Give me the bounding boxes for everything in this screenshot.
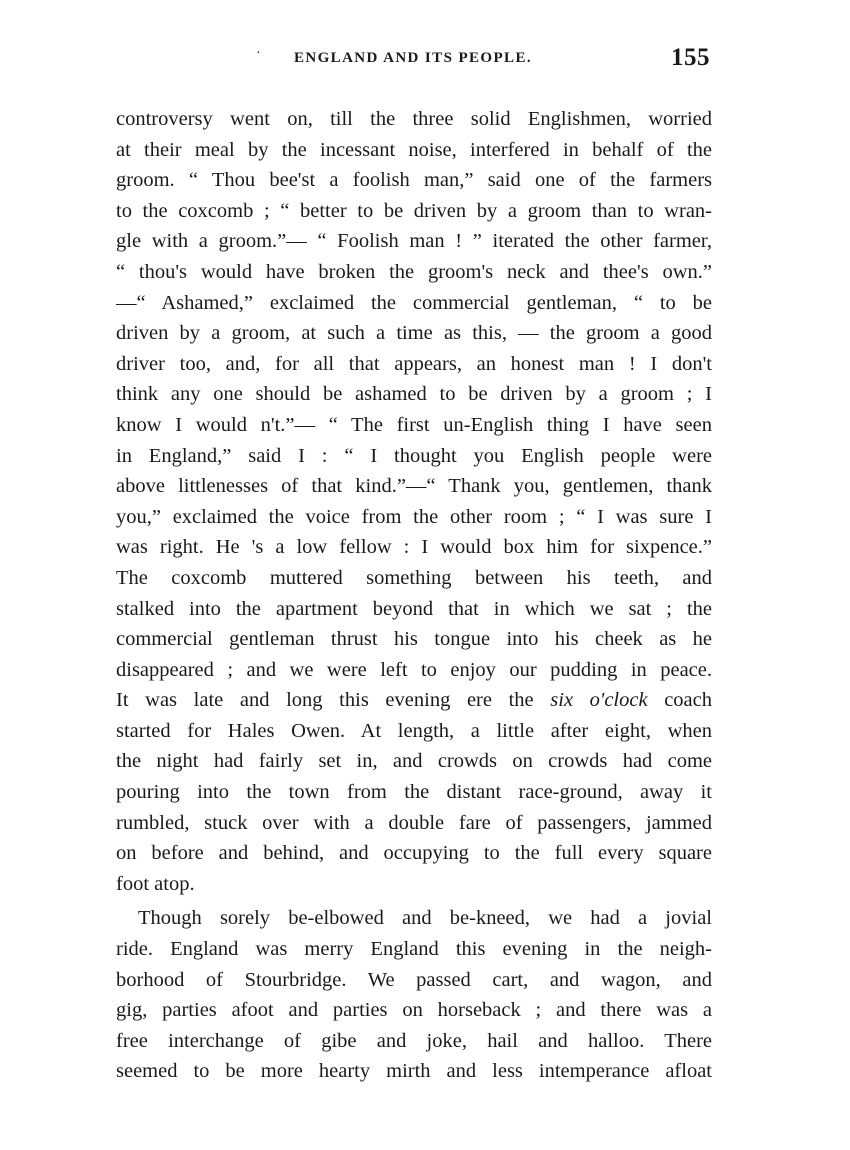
text-line: the night had fairly set in, and crowds on crowds had come [116,750,712,773]
text-line: at their meal by the incessant noise, interfered in behalf of the [116,138,712,161]
text-line: foot atop. [116,872,195,895]
text-line: pouring into the town from the distant race-ground, away it [116,781,712,804]
text-line: commercial gentleman thrust his tongue into his cheek as he [116,628,712,651]
text-line: Though sorely be-elbowed and be-kneed, we had a jovial [138,907,712,930]
text-line: know I would n't.”— “ The first un-English thing I have seen [116,413,712,436]
text-fragment: coach [647,689,712,712]
body-text [116,104,712,1087]
text-line: stalked into the apartment beyond that in which we sat ; the [116,597,712,620]
header-mark: · [256,46,261,61]
text-line: started for Hales Owen. At length, a little after eight, when [116,719,712,742]
text-line: above littlenesses of that kind.”—“ Thank you, gentlemen, thank [116,475,712,498]
text-line: disappeared ; and we were left to enjoy our pudding in peace. [116,658,712,681]
page-number: 155 [671,44,710,71]
text-line: ride. England was merry England this evening in the neigh- [116,938,712,961]
text-line: driven by a groom, at such a time as this, — the groom a good [116,322,712,345]
text-line: The coxcomb muttered something between his teeth, and [116,566,712,589]
text-line: in England,” said I : “ I thought you English people were [116,444,712,467]
text-line: think any one should be ashamed to be driven by a groom ; I [116,383,712,406]
text-line: rumbled, stuck over with a double fare of passengers, jammed [116,811,712,834]
text-line: groom. “ Thou bee'st a foolish man,” said one of the farmers [116,169,712,192]
text-line: free interchange of gibe and joke, hail and halloo. There [116,1029,712,1052]
text-line: borhood of Stourbridge. We passed cart, and wagon, and [116,968,712,991]
text-line: to the coxcomb ; “ better to be driven by a groom than to wran- [116,199,712,222]
paragraph-1 [116,104,712,899]
text-line: was right. He 's a low fellow : I would box him for sixpence.” [116,536,712,559]
paragraph-2 [116,903,712,1087]
text-line: you,” exclaimed the voice from the other room ; “ I was sure I [116,505,712,528]
text-line: “ thou's would have broken the groom's neck and thee's own.” [116,260,712,283]
italic-phrase: six o'clock [550,689,648,712]
text-line: gle with a groom.”— “ Foolish man ! ” iterated the other farmer, [116,230,712,253]
running-head-title: ENGLAND AND ITS PEOPLE. [293,50,533,66]
text-line: on before and behind, and occupying to the full every square [116,842,712,865]
text-fragment: It was late and long this evening ere the [116,689,551,712]
text-line: seemed to be more hearty mirth and less intemperance afloat [116,1060,712,1083]
text-line: controversy went on, till the three solid Englishmen, worried [116,108,712,130]
running-head [116,44,710,80]
text-line: driver too, and, for all that appears, an honest man ! I don't [116,352,712,375]
text-line-with-italic [116,685,712,716]
text-line: gig, parties afoot and parties on horseback ; and there was a [116,999,712,1022]
text-line: —“ Ashamed,” exclaimed the commercial gentleman, “ to be [116,291,712,314]
